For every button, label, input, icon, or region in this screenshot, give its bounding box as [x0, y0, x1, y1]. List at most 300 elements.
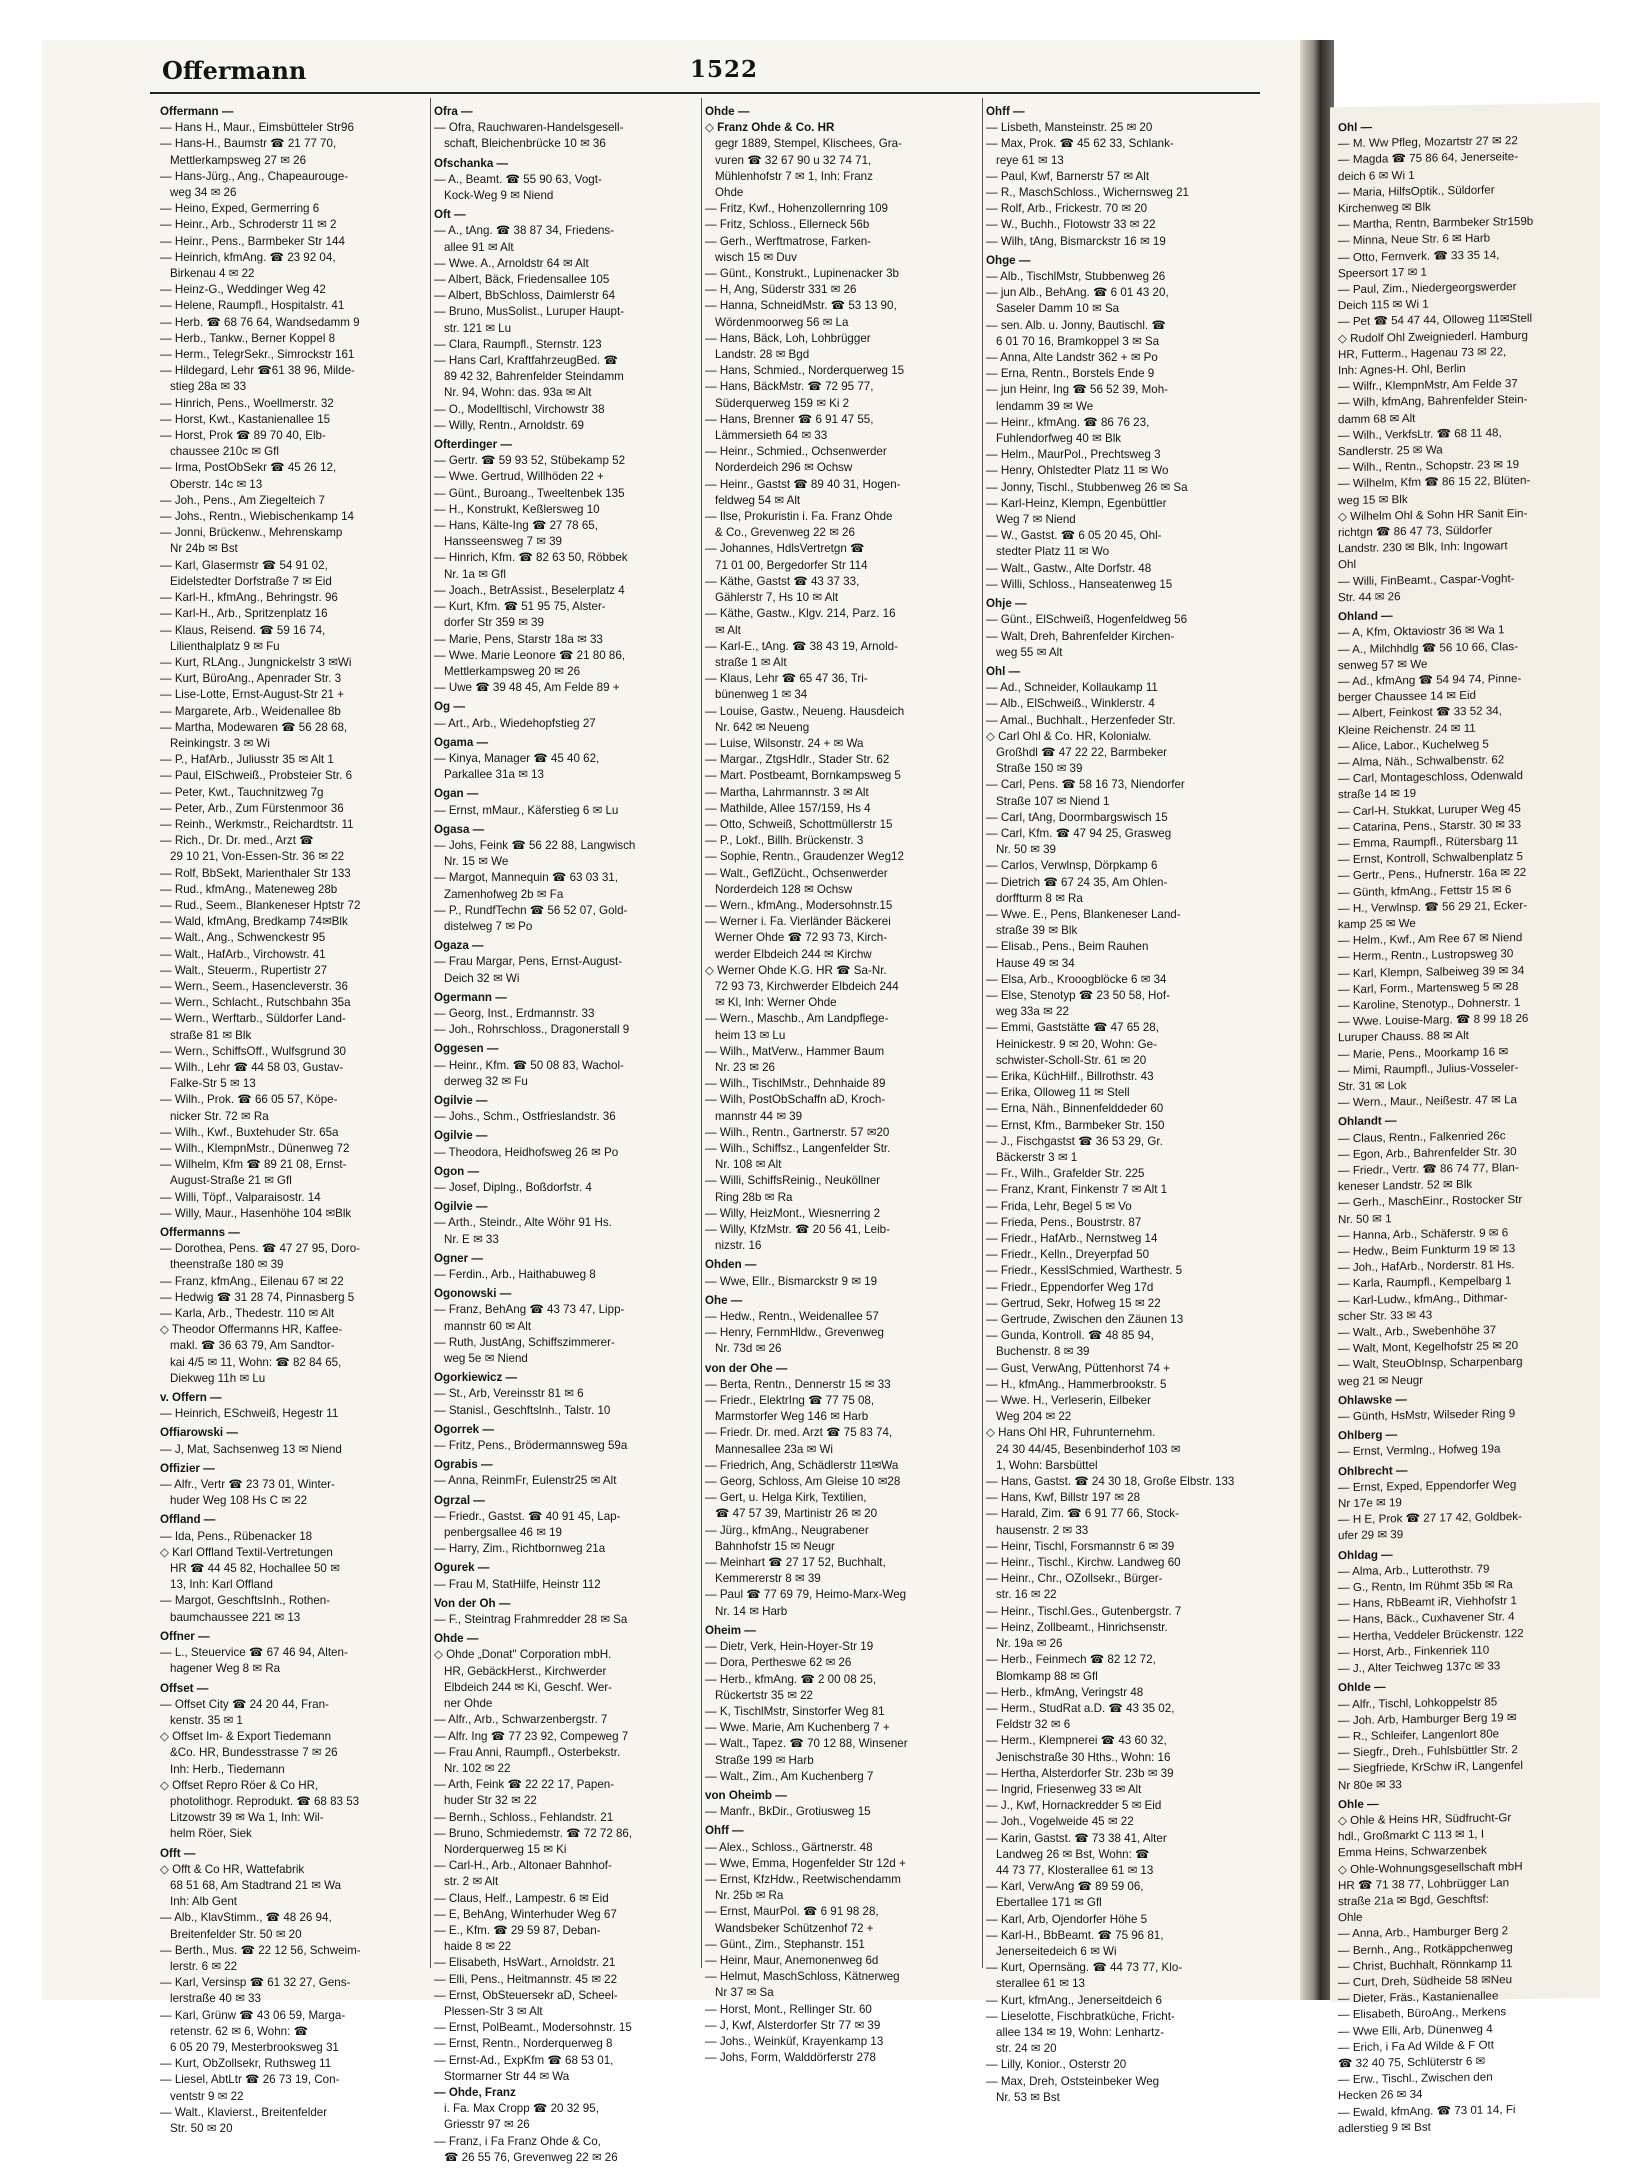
directory-entry: — Heinrich, ESchweiß, Hegestr 11: [160, 1407, 339, 1421]
directory-entry: — Herm., TelegrSekr., Simrockstr 161: [160, 348, 355, 362]
directory-entry: makl. ☎ 36 63 79, Am Sandtor-: [170, 1339, 335, 1353]
directory-entry: — Kurt, Kfm. ☎ 51 95 75, Alster-: [434, 600, 606, 614]
directory-entry: — A., Milchhdlg ☎ 56 10 66, Clas-: [1338, 639, 1519, 656]
surname-heading: Ofschanka —: [434, 156, 509, 170]
directory-entry: Oberstr. 14c ✉ 13: [170, 477, 263, 491]
directory-entry: Straße 150 ✉ 39: [996, 762, 1083, 776]
surname-heading: Ogonowski —: [434, 1287, 512, 1301]
directory-entry: Nr. 1a ✉ Gfl: [444, 567, 506, 581]
directory-entry: — Günth, HsMstr, Wilseder Ring 9: [1338, 1407, 1516, 1424]
directory-entry: ◇ Wilhelm Ohl & Sohn HR Sanit Ein-: [1338, 506, 1528, 524]
directory-entry: i. Fa. Max Cropp ☎ 20 32 95,: [444, 2102, 599, 2116]
directory-entry: — Alfr., Tischl, Lohkoppelstr 85: [1338, 1694, 1498, 1711]
directory-entry: — Claus, Rentn., Falkenried 26c: [1338, 1128, 1506, 1145]
directory-entry: — Walt., Gastw., Alte Dorfstr. 48: [986, 561, 1152, 575]
directory-entry: — Ad., Schneider, Kollaukamp 11: [986, 681, 1158, 695]
directory-entry: — Georg, Inst., Erdmannstr. 33: [434, 1006, 595, 1020]
directory-entry: Norderdeich 296 ✉ Ochsw: [715, 461, 853, 475]
directory-entry: — J., Kwf, Hornackredder 5 ✉ Eid: [986, 1799, 1162, 1813]
directory-entry: — Frau Anni, Raumpfl., Osterbekstr.: [434, 1745, 621, 1759]
directory-entry: — Bruno, Schmiedemstr. ☎ 72 72 86,: [434, 1826, 633, 1840]
directory-entry: Buchenstr. 8 ✉ 39: [996, 1345, 1090, 1359]
directory-entry: ☎ 32 40 75, Schlüterstr 6 ✉: [1338, 2054, 1486, 2071]
directory-entry: Nr. 15 ✉ We: [444, 855, 509, 869]
directory-entry: Litzowstr 39 ✉ Wa 1, Inh: Wil-: [170, 1811, 324, 1825]
directory-entry: ◇ Carl Ohl & Co. HR, Kolonialw.: [986, 729, 1152, 743]
directory-entry: — Martha, Modewaren ☎ 56 28 68,: [160, 720, 348, 734]
directory-entry: — Ewald, kfmAng. ☎ 73 01 14, Fi: [1338, 2102, 1516, 2119]
directory-entry: Breitenfelder Str. 50 ✉ 20: [170, 1927, 302, 1941]
surname-heading: Og —: [434, 700, 465, 714]
surname-heading: Ogurek —: [434, 1561, 490, 1575]
directory-entry: — Theodora, Heidhofsweg 26 ✉ Po: [434, 1145, 619, 1159]
directory-entry: ◇ Ohle-Wohnungsgesellschaft mbH: [1338, 1859, 1523, 1876]
directory-entry: — O., Modelltischl, Virchowstr 38: [434, 402, 605, 416]
directory-entry: — Walt., HafArb., Virchowstr. 41: [160, 947, 326, 961]
directory-entry: — Wilhelm, Kfm ☎ 86 15 22, Blüten-: [1338, 474, 1531, 491]
surname-heading: Ogaza —: [434, 939, 484, 953]
directory-entry: — Günth, kfmAng., Fettstr 15 ✉ 6: [1338, 882, 1512, 899]
directory-entry: — Karl-Ludw., kfmAng., Dithmar-: [1338, 1290, 1508, 1307]
directory-entry: Gählerstr 7, Hs 10 ✉ Alt: [715, 591, 839, 605]
directory-entry: — Herm., Klempnerei ☎ 43 60 32,: [986, 1734, 1167, 1748]
directory-entry: — Ferdin., Arb., Haithabuweg 8: [434, 1268, 596, 1282]
directory-entry: damm 68 ✉ Alt: [1338, 411, 1416, 426]
directory-entry: — Magda ☎ 75 86 64, Jenerseite-: [1338, 150, 1519, 167]
directory-entry: kenstr. 35 ✉ 1: [170, 1713, 243, 1727]
directory-entry: — Mimi, Raumpfl., Julius-Vosseler-: [1338, 1060, 1519, 1077]
surname-heading: v. Offern —: [160, 1391, 222, 1405]
directory-entry: — H E, Prok ☎ 27 17 42, Goldbek-: [1338, 1510, 1522, 1527]
directory-entry: — St., Arb, Vereinsstr 81 ✉ 6: [434, 1387, 584, 1401]
directory-entry: ufer 29 ✉ 39: [1338, 1528, 1404, 1543]
directory-entry: — Alfr., Arb., Schwarzenbergstr. 7: [434, 1713, 608, 1727]
directory-entry: & Co., Grevenweg 22 ✉ 26: [715, 526, 855, 540]
directory-entry: — Karin, Gastst. ☎ 73 38 41, Alter: [986, 1831, 1167, 1845]
directory-entry: Inh: Alb Gent: [170, 1895, 238, 1909]
directory-entry: — Karl, VerwAng ☎ 89 59 06,: [986, 1880, 1144, 1894]
directory-entry: Eidelstedter Dorfstraße 7 ✉ Eid: [170, 574, 332, 588]
directory-entry: mannstr 44 ✉ 39: [715, 1109, 803, 1123]
directory-column-3: [705, 101, 980, 2065]
directory-entry: lerstraße 40 ✉ 33: [170, 1992, 261, 2006]
surname-heading: Offermann —: [160, 105, 234, 118]
directory-entry: ◇ Werner Ohde K.G. HR ☎ Sa-Nr.: [705, 963, 887, 977]
directory-entry: — Ernst, mMaur., Käferstieg 6 ✉ Lu: [434, 803, 619, 817]
directory-entry: — Wern., Werftarb., Süldorfer Land-: [160, 1012, 346, 1026]
directory-entry: — Alfr., Vertr ☎ 23 73 01, Winter-: [160, 1478, 335, 1492]
directory-entry: — Friedr., HafArb., Nernstweg 14: [986, 1232, 1158, 1246]
directory-entry: sterallee 61 ✉ 13: [996, 1977, 1085, 1991]
directory-entry: — Heinz, Zollbeamt., Hinrichsenstr.: [986, 1620, 1168, 1634]
directory-entry: — Christ, Buchhalt, Rönnkamp 11: [1338, 1956, 1513, 1973]
directory-entry: — Heinr., Pens., Barmbeker Str 144: [160, 234, 345, 248]
directory-entry: — Siegfriede, KrSchw iR, Langenfel: [1338, 1759, 1523, 1776]
directory-entry: Marmstorfer Weg 146 ✉ Harb: [715, 1410, 869, 1424]
directory-entry: Landstr. 230 ✉ Blk, Inh: Ingowart: [1338, 539, 1508, 556]
directory-entry: — Wilh., MatVerw., Hammer Baum: [705, 1044, 885, 1058]
directory-entry: — J, Kwf, Alsterdorfer Str 77 ✉ 39: [705, 2018, 881, 2032]
directory-entry: 24 30 44/45, Besenbinderhof 103 ✉: [996, 1442, 1181, 1456]
surname-heading: Ogrzal —: [434, 1493, 485, 1507]
directory-entry: — Berta, Rentn., Dennerstr 15 ✉ 33: [705, 1377, 891, 1391]
directory-entry: wisch 15 ✉ Duv: [715, 250, 797, 264]
directory-entry: Nr 24b ✉ Bst: [170, 542, 238, 556]
surname-heading: Ogorkiewicz —: [434, 1371, 518, 1385]
directory-entry: straße 81 ✉ Blk: [170, 1028, 252, 1042]
directory-entry: — F., Steintrag Frahmredder 28 ✉ Sa: [434, 1613, 628, 1627]
directory-entry: — Elli, Pens., Heitmannstr. 45 ✉ 22: [434, 1972, 618, 1986]
directory-entry: — W., Gastst. ☎ 6 05 20 45, Ohl-: [986, 529, 1162, 543]
directory-entry: — Frau M, StatHilfe, Heinstr 112: [434, 1577, 601, 1591]
directory-entry: — Harald, Zim. ☎ 6 91 77 66, Stock-: [986, 1507, 1179, 1521]
directory-entry: — Johannes, HdlsVertretgn ☎: [705, 542, 865, 556]
directory-entry: allee 91 ✉ Alt: [444, 240, 514, 254]
surname-heading: Ogon —: [434, 1164, 480, 1178]
directory-entry: Kirchenweg ✉ Blk: [1338, 200, 1431, 216]
directory-entry: — Heinr., Tischl.Ges., Gutenbergstr. 7: [986, 1604, 1182, 1618]
directory-entry: dorffturm 8 ✉ Ra: [996, 891, 1083, 905]
directory-entry: allee 134 ✉ 19, Wohn: Lenhartz-: [996, 2025, 1165, 2039]
directory-entry: — Frida, Lehr, Begel 5 ✉ Vo: [986, 1199, 1132, 1213]
directory-entry: — Anna, ReinmFr, Eulenstr25 ✉ Alt: [434, 1474, 617, 1488]
directory-entry: ☎ 47 57 39, Martinistr 26 ✉ 20: [715, 1507, 878, 1521]
directory-entry: — Friedr., Gastst. ☎ 40 91 45, Lap-: [434, 1509, 621, 1523]
directory-entry: &Co. HR, Bundesstrasse 7 ✉ 26: [170, 1746, 338, 1760]
directory-entry: — Karl-E., tAng. ☎ 38 43 19, Arnold-: [705, 639, 898, 653]
directory-entry: — Gert, u. Helga Kirk, Textilien,: [705, 1491, 867, 1505]
surname-heading: Oheim —: [705, 1623, 756, 1637]
directory-entry: — Herb., Tankw., Berner Koppel 8: [160, 331, 336, 345]
surname-heading: Ohle —: [1338, 1797, 1379, 1811]
directory-entry: — Max, Dreh, Oststeinbeker Weg: [986, 2074, 1160, 2088]
directory-entry: stieg 28a ✉ 33: [170, 380, 247, 394]
surname-heading: Offt —: [160, 1846, 196, 1860]
directory-entry: — Walt., Zim., Am Kuchenberg 7: [705, 1769, 874, 1783]
surname-heading: von der Ohe —: [705, 1361, 788, 1375]
directory-entry: — Amal., Buchhalt., Herzenfeder Str.: [986, 713, 1176, 727]
column-divider: [701, 98, 702, 1968]
directory-entry: — Gunda, Kontroll. ☎ 48 85 94,: [986, 1329, 1154, 1343]
directory-entry: — Hans, Kälte-Ing ☎ 27 78 65,: [434, 519, 598, 533]
directory-entry: ◇ Offset Repro Röer & Co HR,: [160, 1778, 319, 1792]
directory-entry: Sandlerstr. 25 ✉ Wa: [1338, 443, 1443, 459]
surname-heading: Ogorrek —: [434, 1422, 494, 1436]
directory-entry: — Rich., Dr. Dr. med., Arzt ☎: [160, 834, 314, 848]
directory-column-4: [986, 101, 1266, 2104]
directory-entry: — Margarete, Arb., Weidenallee 8b: [160, 704, 341, 718]
directory-entry: — Liesel, AbtLtr ☎ 26 73 19, Con-: [160, 2073, 340, 2087]
directory-entry: — Hans, BäckMstr. ☎ 72 95 77,: [705, 380, 874, 394]
directory-entry: Plessen-Str 3 ✉ Alt: [444, 2004, 543, 2018]
directory-entry: — Carlos, Verwlnsp, Dörpkamp 6: [986, 859, 1158, 873]
directory-entry: Nr 80e ✉ 33: [1338, 1777, 1402, 1792]
directory-entry: — Heinr., kfmAng. ☎ 86 76 23,: [986, 415, 1150, 429]
directory-entry: Kock-Weg 9 ✉ Niend: [444, 189, 554, 203]
directory-entry: — Wilh., TischlMstr., Dehnhaide 89: [705, 1077, 886, 1091]
directory-entry: — Lise-Lotte, Ernst-August-Str 21 +: [160, 688, 344, 702]
directory-entry: — Hans, RbBeamt iR, Viehhofstr 1: [1338, 1594, 1517, 1611]
directory-entry: ☎ 26 55 76, Grevenweg 22 ✉ 26: [444, 2150, 618, 2164]
directory-entry: — Ernst, Rentn., Norderquerweg 8: [434, 2037, 613, 2051]
directory-entry: — L., Steuervice ☎ 67 46 94, Alten-: [160, 1646, 348, 1660]
directory-entry: HR, GebäckHerst., Kirchwerder: [444, 1664, 607, 1678]
directory-entry: — Wilh., Prok. ☎ 66 05 57, Köpe-: [160, 1093, 338, 1107]
directory-entry: — Wilfr., KlempnMstr, Am Felde 37: [1338, 377, 1518, 394]
directory-entry: Str. 44 ✉ 26: [1338, 590, 1401, 605]
directory-entry: — P., RundfTechn ☎ 56 52 07, Gold-: [434, 903, 628, 917]
directory-entry: Bahnhofstr 15 ✉ Neugr: [715, 1539, 835, 1553]
directory-entry: Stormarner Str 44 ✉ Wa: [444, 2069, 570, 2083]
directory-entry: — Alfr. Ing ☎ 77 23 92, Compeweg 7: [434, 1729, 629, 1743]
directory-entry: — Herb. ☎ 68 76 64, Wandsedamm 9: [160, 315, 360, 329]
directory-entry: — Sophie, Rentn., Graudenzer Weg12: [705, 850, 904, 864]
directory-entry: — Hans, Kwf, Billstr 197 ✉ 28: [986, 1491, 1141, 1505]
facing-page: [1330, 103, 1600, 2135]
directory-entry: Nr. 73d ✉ 26: [715, 1342, 782, 1356]
directory-entry: — Wilh., VerkfsLtr. ☎ 68 11 48,: [1338, 426, 1502, 443]
directory-entry: — Kurt, BüroAng., Apenrader Str. 3: [160, 672, 342, 686]
directory-entry: Werner Ohde ☎ 72 93 73, Kirch-: [715, 931, 888, 945]
directory-entry: — Stanisl., Geschftslnh., Talstr. 10: [434, 1403, 611, 1417]
directory-entry: ◇ Ohde „Donat" Corporation mbH.: [434, 1648, 612, 1662]
directory-entry: — Arth., Steindr., Alte Wöhr 91 Hs.: [434, 1216, 612, 1230]
directory-entry: — Wilh, kfmAng, Bahrenfelder Stein-: [1338, 393, 1528, 410]
directory-entry: Nr. E ✉ 33: [444, 1232, 499, 1246]
surname-heading: Ohge —: [986, 253, 1031, 267]
directory-entry: — Arth, Feink ☎ 22 22 17, Papen-: [434, 1778, 615, 1792]
directory-entry: heim 13 ✉ Lu: [715, 1028, 786, 1042]
surname-heading: Offiarowski —: [160, 1426, 238, 1440]
directory-entry: — Käthe, Gastw., Klgv. 214, Parz. 16: [705, 607, 896, 621]
directory-entry: — Max, Prok. ☎ 45 62 33, Schlank-: [986, 137, 1174, 151]
directory-entry: — Reinh., Werkmstr., Reichardtstr. 11: [160, 817, 354, 831]
surname-heading: Ogilvie —: [434, 1200, 488, 1214]
directory-entry: Deich 32 ✉ Wi: [444, 971, 520, 985]
directory-entry: — Karl-H., BbBeamt. ☎ 75 96 81,: [986, 1928, 1164, 1942]
directory-entry: Nr. 53 ✉ Bst: [996, 2090, 1060, 2104]
directory-entry: — Fritz, Kwf., Hohenzollernring 109: [705, 202, 888, 216]
directory-entry: — P., Lokf., Billh. Brückenstr. 3: [705, 834, 864, 848]
directory-entry: — Albert, Bäck, Friedensallee 105: [434, 273, 610, 287]
directory-entry: — Alb., ElSchweiß., Winklerstr. 4: [986, 697, 1155, 711]
directory-entry: — Alma, Näh., Schwalbenstr. 62: [1338, 753, 1505, 770]
directory-entry: — Walt., Klavierst., Breitenfelder: [160, 2105, 328, 2119]
directory-entry: — Horst, Mont., Rellinger Str. 60: [705, 2002, 872, 2016]
directory-entry: — Ilse, Prokuristin i. Fa. Franz Ohde: [705, 510, 893, 524]
directory-entry: — Carl, tAng, Doormbargswisch 15: [986, 810, 1168, 824]
directory-entry: — Hildegard, Lehr ☎61 38 96, Milde-: [160, 364, 355, 378]
directory-entry: — Hans, Brenner ☎ 6 91 47 55,: [705, 412, 874, 426]
directory-entry: — Rud., kfmAng., Mateneweg 28b: [160, 882, 338, 896]
directory-entry: — Wilh, PostObSchaffn aD, Kroch-: [705, 1093, 886, 1107]
directory-entry: — Hans, Bäck., Cuxhavener Str. 4: [1338, 1610, 1515, 1627]
directory-entry: — Karl, Form., Martensweg 5 ✉ 28: [1338, 979, 1519, 996]
directory-entry: — Wern., Maschb., Am Landpflege-: [705, 1012, 889, 1026]
directory-entry: — Ida, Pens., Rübenacker 18: [160, 1529, 313, 1543]
directory-entry: Großhdl ☎ 47 22 22, Barmbeker: [996, 745, 1168, 759]
directory-entry: — Luise, Wilsonstr. 24 + ✉ Wa: [705, 736, 864, 750]
surname-heading: Ofra —: [434, 105, 473, 118]
directory-entry: gegr 1889, Stempel, Klischees, Gra-: [715, 137, 902, 151]
directory-entry: — Karl-H., kfmAng., Behringstr. 96: [160, 591, 338, 605]
directory-entry: HR, Futterm., Hagenau 73 ✉ 22,: [1338, 345, 1507, 362]
directory-entry: ◇ Franz Ohde & Co. HR: [705, 121, 835, 135]
directory-entry: ◇ Karl Offland Textil-Vertretungen: [160, 1545, 333, 1559]
directory-entry: — Wern., SchiffsOff., Wulfsgrund 30: [160, 1044, 347, 1058]
directory-entry: — Ad., kfmAng ☎ 54 94 74, Pinne-: [1338, 671, 1522, 689]
directory-entry: Nr. 50 ✉ 39: [996, 843, 1056, 857]
directory-entry: Straße 199 ✉ Harb: [715, 1753, 814, 1767]
surname-heading: Ohlandt —: [1338, 1114, 1397, 1129]
directory-entry: — Siegfr., Dreh., Fuhlsbüttler Str. 2: [1338, 1743, 1518, 1760]
directory-entry: Zamenhofweg 2b ✉ Fa: [444, 887, 564, 901]
directory-entry: — Willi, FinBeamt., Caspar-Voght-: [1338, 571, 1515, 588]
directory-entry: — Joh. Arb, Hamburger Berg 19 ✉: [1338, 1710, 1517, 1727]
directory-entry: Ohle: [1338, 1910, 1363, 1925]
directory-entry: — Erika, Olloweg 11 ✉ Stell: [986, 1086, 1130, 1100]
directory-entry: huder Weg 108 Hs C ✉ 22: [170, 1494, 308, 1508]
directory-entry: Hansseensweg 7 ✉ 39: [444, 535, 562, 549]
directory-entry: Weg 204 ✉ 22: [996, 1410, 1072, 1424]
surname-heading: Offizier —: [160, 1461, 215, 1475]
directory-entry: — Hertha, Veddeler Brückenstr. 122: [1338, 1626, 1524, 1643]
directory-entry: — Ernst, PolBeamt., Modersohnstr. 15: [434, 2021, 632, 2035]
directory-entry: — Johs., Weinküf, Krayenkamp 13: [705, 2034, 884, 2048]
directory-entry: — Elisab., Pens., Beim Rauhen: [986, 940, 1149, 954]
directory-entry: — Maria, HilfsOptik., Süldorfer: [1338, 183, 1495, 200]
directory-entry: — Hedwig ☎ 31 28 74, Pinnasberg 5: [160, 1290, 355, 1304]
directory-entry: — Hanna, Arb., Schäferstr. 9 ✉ 6: [1338, 1226, 1509, 1243]
directory-entry: — Wern., Schlacht., Rutschbahn 35a: [160, 996, 351, 1010]
directory-entry: Süderquerweg 159 ✉ Ki 2: [715, 396, 850, 410]
surname-heading: Ohde —: [705, 105, 750, 118]
directory-entry: — Louise, Gastw., Neueng. Hausdeich: [705, 704, 905, 718]
directory-entry: weg 5e ✉ Niend: [444, 1352, 528, 1366]
directory-entry: — Joh., Pens., Am Ziegelteich 7: [160, 493, 325, 507]
directory-entry: — Art., Arb., Wiedehopfstieg 27: [434, 716, 596, 730]
directory-entry: — Bernh., Schloss., Fehlandstr. 21: [434, 1810, 614, 1824]
directory-entry: — Karla, Arb., Thedestr. 110 ✉ Alt: [160, 1307, 335, 1321]
directory-entry: Saseler Damm 10 ✉ Sa: [996, 302, 1120, 316]
directory-entry: lerstr. 6 ✉ 22: [170, 1959, 238, 1973]
directory-entry: — Fritz, Schloss., Ellerneck 56b: [705, 218, 870, 232]
directory-entry: — P., HafArb., Juliusstr 35 ✉ Alt 1: [160, 753, 334, 767]
directory-entry: penbergsallee 46 ✉ 19: [444, 1526, 563, 1540]
directory-entry: Hause 49 ✉ 34: [996, 956, 1075, 970]
directory-entry: Birkenau 4 ✉ 22: [170, 267, 255, 281]
directory-entry: — Willy, HeizMont., Wiesnerring 2: [705, 1206, 881, 1220]
directory-entry: — Otto, Schweiß, Schottmüllerstr 15: [705, 817, 893, 831]
directory-entry: — Dietrich ☎ 67 24 35, Am Ohlen-: [986, 875, 1168, 889]
surname-heading: Ohden —: [705, 1258, 757, 1272]
directory-entry: — Carl, Montageschloss, Odenwald: [1338, 769, 1523, 786]
directory-entry: — Karl-H., Arb., Spritzenplatz 16: [160, 607, 328, 621]
directory-entry: — Karl, Grünw ☎ 43 06 59, Marga-: [160, 2008, 346, 2022]
directory-entry: retenstr. 62 ✉ 6, Wohn: ☎: [170, 2024, 309, 2038]
directory-entry: — Georg, Schloss, Am Gleise 10 ✉28: [705, 1475, 901, 1489]
directory-entry: Mannesallee 23a ✉ Wi: [715, 1442, 833, 1456]
directory-entry: — Wwe, Emma, Hogenfelder Str 12d +: [705, 1856, 906, 1870]
directory-entry: — Joach., BetrAssist., Beselerplatz 4: [434, 583, 625, 597]
directory-entry: dorfer Str 359 ✉ 39: [444, 616, 544, 630]
directory-entry: — Josef, Diplng., Boßdorfstr. 4: [434, 1181, 592, 1194]
directory-entry: — Willy, Maur., Hasenhöhe 104 ✉Blk: [160, 1206, 352, 1220]
directory-entry: — Ernst-Ad., ExpKfm ☎ 68 53 01,: [434, 2053, 614, 2067]
directory-entry: chaussee 210c ✉ Gfl: [170, 445, 279, 459]
directory-entry: — Hinrich, Pens., Woellmerstr. 32: [160, 396, 334, 410]
directory-entry: — Walt., Tapez. ☎ 70 12 88, Winsener: [705, 1737, 908, 1751]
directory-entry: — Herb., kfmAng, Veringstr 48: [986, 1685, 1144, 1699]
directory-entry: — jun Heinr, Ing ☎ 56 52 39, Moh-: [986, 383, 1169, 397]
directory-column-2: [434, 101, 696, 2164]
surname-heading: Ograbis —: [434, 1458, 493, 1472]
directory-entry: — Wern., kfmAng., Modersohnstr.15: [705, 898, 893, 912]
directory-entry: Jenerseitedeich 6 ✉ Wi: [996, 1944, 1117, 1958]
directory-entry: ner Ohde: [444, 1697, 493, 1711]
directory-entry: — Heinr., Tischl., Kirchw. Landweg 60: [986, 1556, 1181, 1570]
directory-entry: — Martha, Rentn, Barmbeker Str159b: [1338, 215, 1534, 232]
directory-entry: 29 10 21, Von-Essen-Str. 36 ✉ 22: [170, 850, 345, 864]
directory-entry: — sen. Alb. u. Jonny, Bautischl. ☎: [986, 318, 1166, 332]
directory-entry: Wandsbeker Schützenhof 72 +: [715, 1921, 874, 1935]
directory-entry: 44 73 77, Klosterallee 61 ✉ 13: [996, 1863, 1154, 1877]
directory-entry: — Wwe. E., Pens, Blankeneser Land-: [986, 907, 1181, 921]
directory-entry: 6 05 20 79, Mesterbrooksweg 31: [170, 2040, 339, 2054]
directory-entry: — Willi, Schloss., Hanseatenweg 15: [986, 577, 1173, 591]
directory-entry: — Egon, Arb., Bahrenfelder Str. 30: [1338, 1144, 1517, 1162]
directory-entry: weg 21 ✉ Neugr: [1338, 1373, 1424, 1388]
directory-entry: — Gerh., Werftmatrose, Farken-: [705, 234, 872, 248]
directory-entry: schwister-Scholl-Str. 61 ✉ 20: [996, 1053, 1147, 1067]
directory-entry: — Alma, Arb., Lutterothstr. 79: [1338, 1562, 1490, 1579]
directory-entry: Feldstr 32 ✉ 6: [996, 1718, 1071, 1732]
directory-entry: — Ernst, Kontroll, Schwalbenplatz 5: [1338, 850, 1523, 867]
directory-entry: — Johs, Form, Walddörferstr 278: [705, 2051, 876, 2065]
directory-entry: — Kurt, RLAng., Jungnickelstr 3 ✉Wi: [160, 655, 352, 669]
directory-entry: Parkallee 31a ✉ 13: [444, 768, 544, 782]
directory-entry: — Margar., ZtgsHdlr., Stader Str. 62: [705, 753, 890, 767]
directory-entry: — Helmut, MaschSchloss, Kätnerweg: [705, 1970, 900, 1984]
directory-entry: 71 01 00, Bergedorfer Str 114: [715, 558, 868, 572]
directory-entry: — Fr., Wilh., Grafelder Str. 225: [986, 1167, 1145, 1181]
surname-heading: Oggesen —: [434, 1042, 499, 1056]
directory-entry: — Karl, Arb, Ojendorfer Höhe 5: [986, 1912, 1148, 1926]
directory-entry: — Curt, Dreh, Südheide 58 ✉Neu: [1338, 1973, 1513, 1990]
directory-entry: ◇ Theodor Offermanns HR, Kaffee-: [160, 1323, 343, 1337]
directory-entry: — Karla, Raumpfl., Kempelbarg 1: [1338, 1274, 1512, 1291]
directory-entry: — Friedr., Vertr. ☎ 86 74 77, Blan-: [1338, 1161, 1519, 1178]
directory-entry: — Paul, Zim., Niedergeorgswerder: [1338, 280, 1517, 297]
directory-entry: Bäckerstr 3 ✉ 1: [996, 1151, 1078, 1164]
directory-entry: — Walt., GeflZücht., Ochsenwerder: [705, 866, 888, 880]
directory-entry: — Rolf, Arb., Frickestr. 70 ✉ 20: [986, 202, 1148, 216]
directory-entry: — Joh., Vogelweide 45 ✉ 22: [986, 1815, 1134, 1829]
directory-entry: — Wwe. A., Arnoldstr 64 ✉ Alt: [434, 256, 589, 270]
directory-entry: — Wilhelm, Kfm ☎ 89 21 08, Ernst-: [160, 1158, 347, 1172]
directory-entry: ◇ Offt & Co HR, Wattefabrik: [160, 1862, 305, 1876]
directory-entry: — Heinrich, kfmAng. ☎ 23 92 04,: [160, 250, 336, 264]
directory-entry: — Carl-H., Arb., Altonaer Bahnhof-: [434, 1859, 612, 1873]
directory-entry: Straße 107 ✉ Niend 1: [996, 794, 1110, 808]
directory-entry: — Kinya, Manager ☎ 45 40 62,: [434, 751, 600, 765]
directory-entry: — Franz, Krant, Finkenstr 7 ✉ Alt 1: [986, 1183, 1168, 1197]
directory-entry: — Otto, Fernverk. ☎ 33 35 14,: [1338, 248, 1500, 264]
directory-entry: — Kurt, kfmAng., Jenerseitdeich 6: [986, 1993, 1162, 2007]
directory-entry: — Rolf, BbSekt, Marienthaler Str 133: [160, 866, 351, 880]
directory-entry: — A., tAng. ☎ 38 87 34, Friedens-: [434, 224, 615, 238]
directory-entry: helm Röer, Siek: [170, 1827, 252, 1841]
